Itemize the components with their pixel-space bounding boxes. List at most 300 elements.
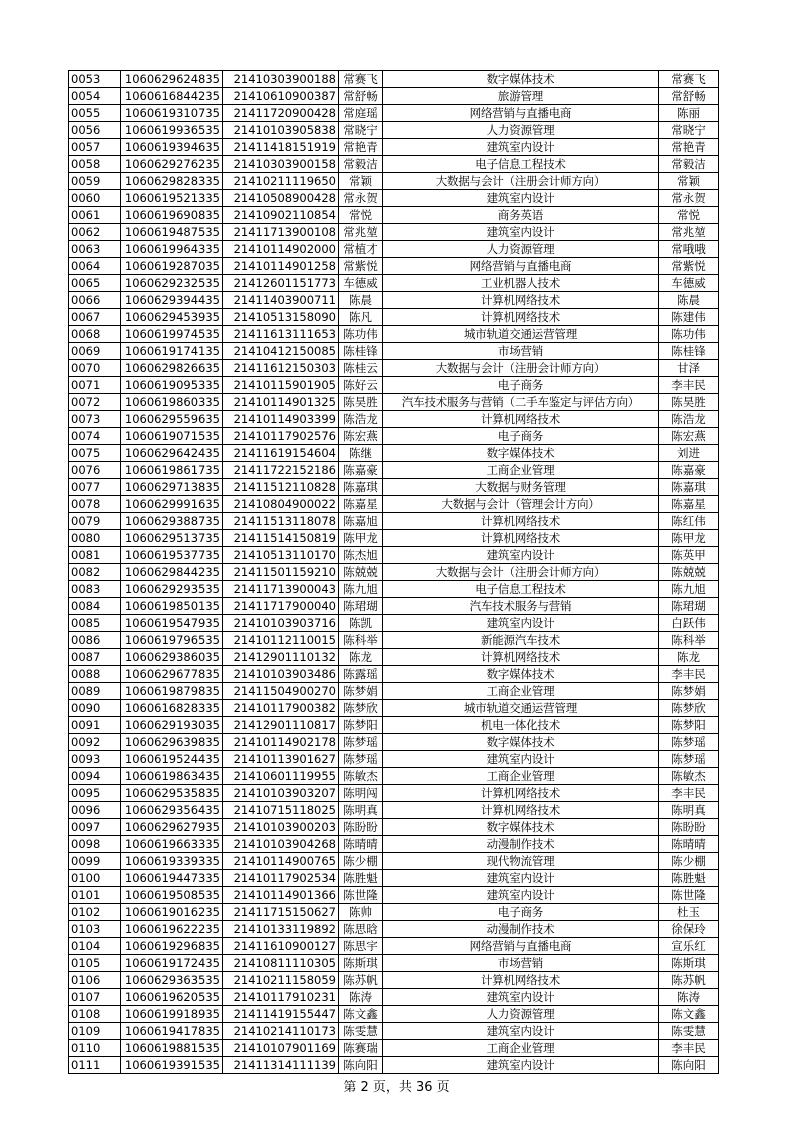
- major-cell: 建筑室内设计: [383, 1023, 659, 1040]
- id-number-cell: 21411722152186: [223, 462, 339, 479]
- seq-number-cell: 0069: [69, 343, 121, 360]
- major-cell: 现代物流管理: [383, 853, 659, 870]
- major-cell: 建筑室内设计: [383, 547, 659, 564]
- id-number-cell: 21411717900040: [223, 598, 339, 615]
- id-number-cell: 21410103904268: [223, 836, 339, 853]
- seq-number-cell: 0068: [69, 326, 121, 343]
- id-number-cell: 21410115901905: [223, 377, 339, 394]
- recorder-name-cell: 常赛飞: [659, 71, 719, 88]
- id-number-cell: 21411514150819: [223, 530, 339, 547]
- table-row: [69, 71, 719, 88]
- roster-body: [69, 71, 719, 1074]
- seq-number-cell: 0087: [69, 649, 121, 666]
- recorder-name-cell: 陈桂锋: [659, 343, 719, 360]
- major-cell: 工商企业管理: [383, 683, 659, 700]
- seq-number-cell: 0057: [69, 139, 121, 156]
- exam-number-cell: 1060619016235: [121, 904, 223, 921]
- table-row: [69, 615, 719, 632]
- table-row: [69, 700, 719, 717]
- seq-number-cell: 0071: [69, 377, 121, 394]
- recorder-name-cell: 陈胜魁: [659, 870, 719, 887]
- exam-number-cell: 1060619690835: [121, 207, 223, 224]
- recorder-name-cell: 陈梦欣: [659, 700, 719, 717]
- recorder-name-cell: 常悦: [659, 207, 719, 224]
- student-name-cell: 陈继: [339, 445, 383, 462]
- seq-number-cell: 0060: [69, 190, 121, 207]
- exam-number-cell: 1060619964335: [121, 241, 223, 258]
- exam-number-cell: 1060629356435: [121, 802, 223, 819]
- table-row: [69, 768, 719, 785]
- table-row: [69, 989, 719, 1006]
- id-number-cell: 21410412150085: [223, 343, 339, 360]
- seq-number-cell: 0082: [69, 564, 121, 581]
- seq-number-cell: 0089: [69, 683, 121, 700]
- major-cell: 建筑室内设计: [383, 190, 659, 207]
- exam-number-cell: 1060629386035: [121, 649, 223, 666]
- table-row: [69, 1040, 719, 1057]
- recorder-name-cell: 陈少棚: [659, 853, 719, 870]
- table-row: [69, 955, 719, 972]
- seq-number-cell: 0063: [69, 241, 121, 258]
- major-cell: 工商企业管理: [383, 768, 659, 785]
- table-row: [69, 1057, 719, 1074]
- id-number-cell: 21410117910231: [223, 989, 339, 1006]
- exam-number-cell: 1060629627935: [121, 819, 223, 836]
- major-cell: 旅游管理: [383, 88, 659, 105]
- seq-number-cell: 0056: [69, 122, 121, 139]
- recorder-name-cell: 陈兢兢: [659, 564, 719, 581]
- major-cell: 数字媒体技术: [383, 734, 659, 751]
- seq-number-cell: 0072: [69, 394, 121, 411]
- major-cell: 数字媒体技术: [383, 71, 659, 88]
- table-row: [69, 122, 719, 139]
- exam-number-cell: 1060619620535: [121, 989, 223, 1006]
- id-number-cell: 21411418151919: [223, 139, 339, 156]
- recorder-name-cell: 常哦哦: [659, 241, 719, 258]
- student-name-cell: 陈梦娟: [339, 683, 383, 700]
- exam-number-cell: 1060619796535: [121, 632, 223, 649]
- id-number-cell: 21410601119955: [223, 768, 339, 785]
- seq-number-cell: 0095: [69, 785, 121, 802]
- student-name-cell: 陈兢兢: [339, 564, 383, 581]
- seq-number-cell: 0061: [69, 207, 121, 224]
- id-number-cell: 21411610900127: [223, 938, 339, 955]
- exam-number-cell: 1060619394635: [121, 139, 223, 156]
- recorder-name-cell: 李丰民: [659, 785, 719, 802]
- student-name-cell: 陈胜魁: [339, 870, 383, 887]
- id-number-cell: 21411720900428: [223, 105, 339, 122]
- id-number-cell: 21411715150627: [223, 904, 339, 921]
- recorder-name-cell: 陈苏帆: [659, 972, 719, 989]
- exam-number-cell: 1060619524435: [121, 751, 223, 768]
- student-name-cell: 陈世隆: [339, 887, 383, 904]
- recorder-name-cell: 陈嘉琪: [659, 479, 719, 496]
- exam-number-cell: 1060629642435: [121, 445, 223, 462]
- exam-number-cell: 1060619095335: [121, 377, 223, 394]
- id-number-cell: 21411713900043: [223, 581, 339, 598]
- exam-number-cell: 1060619861735: [121, 462, 223, 479]
- exam-number-cell: 1060619521335: [121, 190, 223, 207]
- major-cell: 建筑室内设计: [383, 615, 659, 632]
- student-name-cell: 陈思晗: [339, 921, 383, 938]
- id-number-cell: 21410117902534: [223, 870, 339, 887]
- table-row: [69, 870, 719, 887]
- student-name-cell: 陈斯琪: [339, 955, 383, 972]
- recorder-name-cell: 陈浩龙: [659, 411, 719, 428]
- recorder-name-cell: 李丰民: [659, 377, 719, 394]
- id-number-cell: 21410117902576: [223, 428, 339, 445]
- student-name-cell: 陈思宇: [339, 938, 383, 955]
- table-row: [69, 1006, 719, 1023]
- exam-number-cell: 1060619622235: [121, 921, 223, 938]
- major-cell: 电子信息工程技术: [383, 581, 659, 598]
- recorder-name-cell: 陈九旭: [659, 581, 719, 598]
- table-row: [69, 173, 719, 190]
- recorder-name-cell: 陈嘉豪: [659, 462, 719, 479]
- student-name-cell: 常兆堃: [339, 224, 383, 241]
- table-row: [69, 309, 719, 326]
- recorder-name-cell: 杜玉: [659, 904, 719, 921]
- exam-number-cell: 1060629394435: [121, 292, 223, 309]
- id-number-cell: 21410103903716: [223, 615, 339, 632]
- recorder-name-cell: 陈晴晴: [659, 836, 719, 853]
- id-number-cell: 21411613111653: [223, 326, 339, 343]
- student-name-cell: 陈浩龙: [339, 411, 383, 428]
- recorder-name-cell: 常颖: [659, 173, 719, 190]
- id-number-cell: 21410103903207: [223, 785, 339, 802]
- table-row: [69, 275, 719, 292]
- major-cell: 数字媒体技术: [383, 666, 659, 683]
- id-number-cell: 21411501159210: [223, 564, 339, 581]
- exam-number-cell: 1060619174135: [121, 343, 223, 360]
- major-cell: 大数据与会计（管理会计方向）: [383, 496, 659, 513]
- major-cell: 计算机网络技术: [383, 530, 659, 547]
- student-name-cell: 陈苏帆: [339, 972, 383, 989]
- seq-number-cell: 0101: [69, 887, 121, 904]
- table-row: [69, 785, 719, 802]
- seq-number-cell: 0084: [69, 598, 121, 615]
- id-number-cell: 21410103900203: [223, 819, 339, 836]
- id-number-cell: 21410117900382: [223, 700, 339, 717]
- student-name-cell: 常毅洁: [339, 156, 383, 173]
- student-name-cell: 陈杰旭: [339, 547, 383, 564]
- recorder-name-cell: 陈龙: [659, 649, 719, 666]
- major-cell: 大数据与财务管理: [383, 479, 659, 496]
- recorder-name-cell: 陈斯琪: [659, 955, 719, 972]
- exam-number-cell: 1060619287035: [121, 258, 223, 275]
- exam-number-cell: 1060619487535: [121, 224, 223, 241]
- exam-number-cell: 1060619310735: [121, 105, 223, 122]
- id-number-cell: 21410103903486: [223, 666, 339, 683]
- id-number-cell: 21411619154604: [223, 445, 339, 462]
- seq-number-cell: 0092: [69, 734, 121, 751]
- seq-number-cell: 0091: [69, 717, 121, 734]
- seq-number-cell: 0102: [69, 904, 121, 921]
- id-number-cell: 21411612150303: [223, 360, 339, 377]
- table-row: [69, 530, 719, 547]
- seq-number-cell: 0076: [69, 462, 121, 479]
- seq-number-cell: 0054: [69, 88, 121, 105]
- student-name-cell: 陈向阳: [339, 1057, 383, 1074]
- recorder-name-cell: 白跃伟: [659, 615, 719, 632]
- exam-number-cell: 1060629453935: [121, 309, 223, 326]
- exam-number-cell: 1060619296835: [121, 938, 223, 955]
- table-row: [69, 836, 719, 853]
- exam-number-cell: 1060629388735: [121, 513, 223, 530]
- student-name-cell: 陈好云: [339, 377, 383, 394]
- student-name-cell: 陈九旭: [339, 581, 383, 598]
- seq-number-cell: 0088: [69, 666, 121, 683]
- table-row: [69, 904, 719, 921]
- id-number-cell: 21410211119650: [223, 173, 339, 190]
- major-cell: 大数据与会计（注册会计师方向）: [383, 173, 659, 190]
- exam-number-cell: 1060629991635: [121, 496, 223, 513]
- recorder-name-cell: 陈向阳: [659, 1057, 719, 1074]
- seq-number-cell: 0098: [69, 836, 121, 853]
- student-name-cell: 陈梦欣: [339, 700, 383, 717]
- table-row: [69, 88, 719, 105]
- recorder-name-cell: 陈梦瑶: [659, 751, 719, 768]
- recorder-name-cell: 常舒畅: [659, 88, 719, 105]
- table-row: [69, 190, 719, 207]
- recorder-name-cell: 刘进: [659, 445, 719, 462]
- table-row: [69, 581, 719, 598]
- seq-number-cell: 0109: [69, 1023, 121, 1040]
- major-cell: 网络营销与直播电商: [383, 938, 659, 955]
- table-row: [69, 802, 719, 819]
- exam-number-cell: 1060619974535: [121, 326, 223, 343]
- recorder-name-cell: 陈嘉星: [659, 496, 719, 513]
- major-cell: 大数据与会计（注册会计师方向）: [383, 360, 659, 377]
- major-cell: 动漫制作技术: [383, 921, 659, 938]
- exam-number-cell: 1060629232535: [121, 275, 223, 292]
- exam-number-cell: 1060629276235: [121, 156, 223, 173]
- recorder-name-cell: 陈晨: [659, 292, 719, 309]
- id-number-cell: 21412601151773: [223, 275, 339, 292]
- student-name-cell: 陈涛: [339, 989, 383, 1006]
- id-number-cell: 21410114900765: [223, 853, 339, 870]
- exam-number-cell: 1060619417835: [121, 1023, 223, 1040]
- student-name-cell: 陈桂云: [339, 360, 383, 377]
- major-cell: 人力资源管理: [383, 1006, 659, 1023]
- recorder-name-cell: 陈珺瑚: [659, 598, 719, 615]
- major-cell: 汽车技术服务与营销: [383, 598, 659, 615]
- student-name-cell: 常舒畅: [339, 88, 383, 105]
- exam-number-cell: 1060629293535: [121, 581, 223, 598]
- table-row: [69, 411, 719, 428]
- recorder-name-cell: 陈甲龙: [659, 530, 719, 547]
- seq-number-cell: 0096: [69, 802, 121, 819]
- id-number-cell: 21410133119892: [223, 921, 339, 938]
- table-row: [69, 751, 719, 768]
- id-number-cell: 21411504900270: [223, 683, 339, 700]
- table-row: [69, 513, 719, 530]
- recorder-name-cell: 陈梦娟: [659, 683, 719, 700]
- table-row: [69, 683, 719, 700]
- id-number-cell: 21410103905838: [223, 122, 339, 139]
- exam-number-cell: 1060629513735: [121, 530, 223, 547]
- student-name-cell: 陈梦阳: [339, 717, 383, 734]
- recorder-name-cell: 宣乐红: [659, 938, 719, 955]
- seq-number-cell: 0106: [69, 972, 121, 989]
- major-cell: 建筑室内设计: [383, 224, 659, 241]
- exam-number-cell: 1060629559635: [121, 411, 223, 428]
- recorder-name-cell: 陈昊胜: [659, 394, 719, 411]
- seq-number-cell: 0100: [69, 870, 121, 887]
- id-number-cell: 21410610900387: [223, 88, 339, 105]
- exam-number-cell: 1060629639835: [121, 734, 223, 751]
- recorder-name-cell: 陈梦瑶: [659, 734, 719, 751]
- id-number-cell: 21412901110817: [223, 717, 339, 734]
- id-number-cell: 21410114902178: [223, 734, 339, 751]
- id-number-cell: 21410114901366: [223, 887, 339, 904]
- major-cell: 数字媒体技术: [383, 819, 659, 836]
- exam-number-cell: 1060616828335: [121, 700, 223, 717]
- seq-number-cell: 0103: [69, 921, 121, 938]
- id-number-cell: 21410114901325: [223, 394, 339, 411]
- id-number-cell: 21410902110854: [223, 207, 339, 224]
- exam-number-cell: 1060629363535: [121, 972, 223, 989]
- recorder-name-cell: 李丰民: [659, 666, 719, 683]
- exam-number-cell: 1060619863435: [121, 768, 223, 785]
- seq-number-cell: 0099: [69, 853, 121, 870]
- major-cell: 数字媒体技术: [383, 445, 659, 462]
- exam-number-cell: 1060619547935: [121, 615, 223, 632]
- exam-number-cell: 1060619447335: [121, 870, 223, 887]
- student-name-cell: 陈赛瑞: [339, 1040, 383, 1057]
- seq-number-cell: 0094: [69, 768, 121, 785]
- major-cell: 汽车技术服务与营销（二手车鉴定与评估方向）: [383, 394, 659, 411]
- student-name-cell: 陈宏燕: [339, 428, 383, 445]
- table-row: [69, 1023, 719, 1040]
- table-row: [69, 156, 719, 173]
- id-number-cell: 21410303900158: [223, 156, 339, 173]
- id-number-cell: 21410114903399: [223, 411, 339, 428]
- table-row: [69, 377, 719, 394]
- recorder-name-cell: 陈建伟: [659, 309, 719, 326]
- id-number-cell: 21411512110828: [223, 479, 339, 496]
- table-row: [69, 207, 719, 224]
- page-footer: 第 2 页，共 36 页: [343, 1080, 450, 1095]
- student-name-cell: 陈龙: [339, 649, 383, 666]
- student-name-cell: 陈桂锋: [339, 343, 383, 360]
- table-row: [69, 734, 719, 751]
- student-name-cell: 陈盼盼: [339, 819, 383, 836]
- major-cell: 计算机网络技术: [383, 972, 659, 989]
- exam-number-cell: 1060619881535: [121, 1040, 223, 1057]
- major-cell: 人力资源管理: [383, 241, 659, 258]
- seq-number-cell: 0066: [69, 292, 121, 309]
- exam-number-cell: 1060629828335: [121, 173, 223, 190]
- table-row: [69, 972, 719, 989]
- major-cell: 计算机网络技术: [383, 411, 659, 428]
- recorder-name-cell: 陈涛: [659, 989, 719, 1006]
- student-name-cell: 陈明真: [339, 802, 383, 819]
- id-number-cell: 21410211158059: [223, 972, 339, 989]
- seq-number-cell: 0108: [69, 1006, 121, 1023]
- student-name-cell: 常永贺: [339, 190, 383, 207]
- recorder-name-cell: 陈雯慧: [659, 1023, 719, 1040]
- exam-number-cell: 1060619918935: [121, 1006, 223, 1023]
- seq-number-cell: 0104: [69, 938, 121, 955]
- student-name-cell: 陈凡: [339, 309, 383, 326]
- seq-number-cell: 0107: [69, 989, 121, 1006]
- exam-number-cell: 1060629826635: [121, 360, 223, 377]
- table-row: [69, 717, 719, 734]
- table-row: [69, 632, 719, 649]
- student-name-cell: 陈敏杰: [339, 768, 383, 785]
- exam-number-cell: 1060629677835: [121, 666, 223, 683]
- student-name-cell: 陈嘉豪: [339, 462, 383, 479]
- recorder-name-cell: 陈明真: [659, 802, 719, 819]
- id-number-cell: 21410508900428: [223, 190, 339, 207]
- table-row: [69, 649, 719, 666]
- exam-number-cell: 1060619391535: [121, 1057, 223, 1074]
- major-cell: 电子商务: [383, 377, 659, 394]
- id-number-cell: 21410114902000: [223, 241, 339, 258]
- major-cell: 计算机网络技术: [383, 513, 659, 530]
- major-cell: 建筑室内设计: [383, 870, 659, 887]
- id-number-cell: 21410214110173: [223, 1023, 339, 1040]
- exam-number-cell: 1060619879835: [121, 683, 223, 700]
- exam-number-cell: 1060619663335: [121, 836, 223, 853]
- student-name-cell: 陈嘉琪: [339, 479, 383, 496]
- student-name-cell: 陈梦瑶: [339, 751, 383, 768]
- seq-number-cell: 0086: [69, 632, 121, 649]
- exam-number-cell: 1060619936535: [121, 122, 223, 139]
- student-name-cell: 常晓宁: [339, 122, 383, 139]
- major-cell: 工业机器人技术: [383, 275, 659, 292]
- table-row: [69, 496, 719, 513]
- table-row: [69, 428, 719, 445]
- exam-number-cell: 1060619860335: [121, 394, 223, 411]
- table-row: [69, 853, 719, 870]
- exam-number-cell: 1060619071535: [121, 428, 223, 445]
- student-name-cell: 陈功伟: [339, 326, 383, 343]
- id-number-cell: 21410804900022: [223, 496, 339, 513]
- student-name-cell: 陈嘉星: [339, 496, 383, 513]
- seq-number-cell: 0077: [69, 479, 121, 496]
- table-row: [69, 564, 719, 581]
- recorder-name-cell: 陈梦阳: [659, 717, 719, 734]
- student-name-cell: 陈昊胜: [339, 394, 383, 411]
- table-row: [69, 139, 719, 156]
- id-number-cell: 21410107901169: [223, 1040, 339, 1057]
- seq-number-cell: 0058: [69, 156, 121, 173]
- recorder-name-cell: 陈科举: [659, 632, 719, 649]
- major-cell: 电子商务: [383, 904, 659, 921]
- student-name-cell: 陈少棚: [339, 853, 383, 870]
- seq-number-cell: 0055: [69, 105, 121, 122]
- major-cell: 建筑室内设计: [383, 751, 659, 768]
- seq-number-cell: 0074: [69, 428, 121, 445]
- seq-number-cell: 0083: [69, 581, 121, 598]
- id-number-cell: 21410113901627: [223, 751, 339, 768]
- table-row: [69, 326, 719, 343]
- seq-number-cell: 0110: [69, 1040, 121, 1057]
- major-cell: 建筑室内设计: [383, 989, 659, 1006]
- student-name-cell: 陈凯: [339, 615, 383, 632]
- major-cell: 城市轨道交通运营管理: [383, 326, 659, 343]
- recorder-name-cell: 李丰民: [659, 1040, 719, 1057]
- major-cell: 电子信息工程技术: [383, 156, 659, 173]
- major-cell: 电子商务: [383, 428, 659, 445]
- exam-number-cell: 1060629713835: [121, 479, 223, 496]
- table-row: [69, 343, 719, 360]
- recorder-name-cell: 陈宏燕: [659, 428, 719, 445]
- table-row: [69, 394, 719, 411]
- student-name-cell: 常植才: [339, 241, 383, 258]
